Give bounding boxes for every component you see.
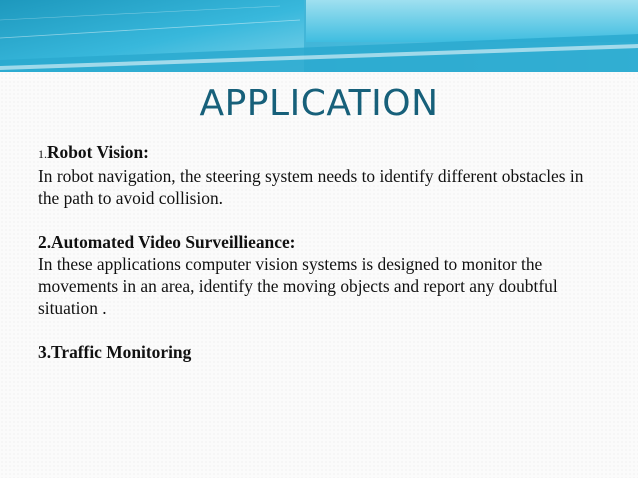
slide-body [38, 141, 608, 363]
section-number: 3. [38, 342, 52, 362]
section-heading-text: Traffic Monitoring [51, 342, 192, 362]
section-text: In robot navigation, the steering system needs to identify different obstacles in the path to avoid collision. [38, 166, 584, 208]
section-text: In these applications computer vision systems is designed to monitor the movements in an area, identify the moving objects and report any doubtful situation . [38, 254, 558, 318]
section-heading [38, 142, 149, 162]
section-number: 1. [38, 147, 47, 161]
section-heading-text: Automated Video Surveillieance: [51, 232, 296, 252]
header-decoration [0, 0, 638, 72]
section-heading [38, 342, 191, 362]
section-heading [38, 232, 295, 252]
slide-title: APPLICATION [199, 83, 439, 124]
section-heading-text: Robot Vision: [47, 142, 149, 162]
section-video-surveillance [38, 231, 608, 319]
section-number: 2. [38, 232, 52, 252]
section-traffic-monitoring [38, 341, 608, 363]
section-robot-vision [38, 141, 608, 209]
